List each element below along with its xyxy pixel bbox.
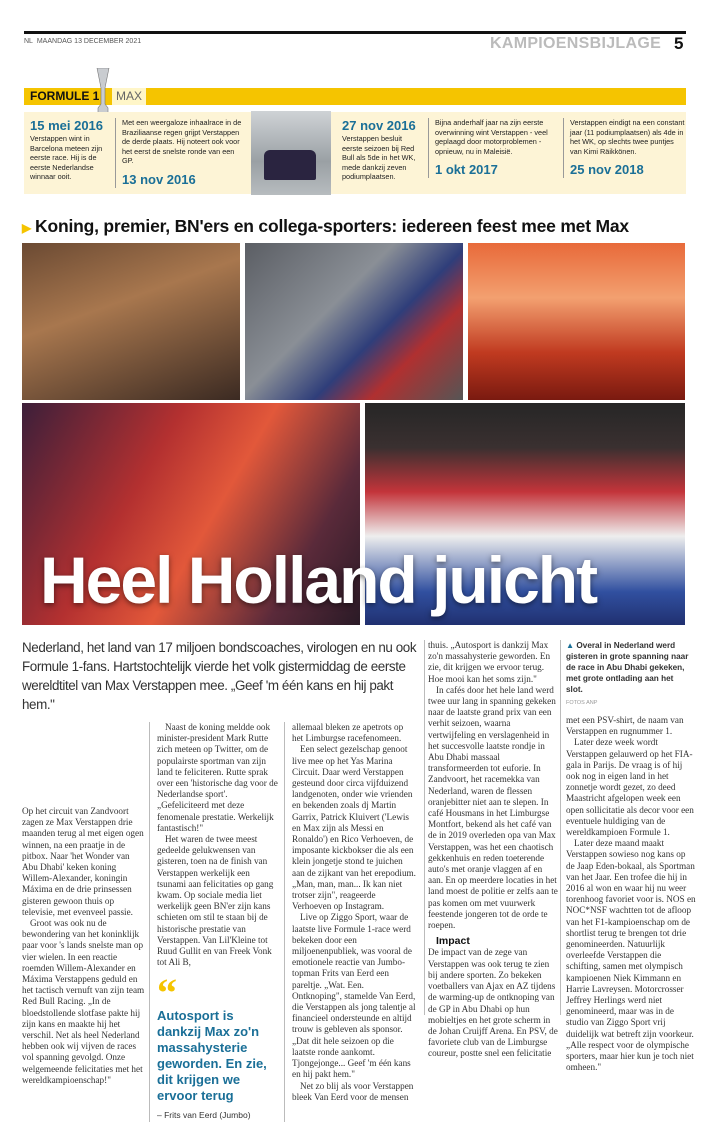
subhead: Impact [436,935,470,948]
timeline-item-3: 27 nov 2016 Verstappen besluit eerste seizoen bij Red Bull als 5de in het WK, mede dankzij zeven podiumplaatsen. [342,118,416,182]
kicker: ▶ Koning, premier, BN'ers en collega-sporters: iedereen feest mee met Max [22,216,629,236]
column-rule [424,640,425,1015]
arrow-icon: ▶ [22,221,32,235]
timeline-item-1: 15 mei 2016 Verstappen wint in Barcelona meteen zijn eerste race. Hij is de eerste Nederlandse winnaar ooit. [30,118,104,182]
body-column-2: Naast de koning meldde ook minister-president Mark Rutte zich meteen op Twitter, om de populairste sportman van zijn land te feliciteren. Rutte sprak over een 'historische dag voor de Nederlandse sport'. „Gefeliciteerd met deze fenomenale prestatie. Werkelijk fantastisch!" Het waren de twee meest gedeelde gelukwensen van gisteren, toen na de finish van Verstappen werkelijk een tsunami aan felicitaties op gang kwam. Op sociale media liet werkelijk geen BN'er zijn kans schieten om stil te staan bij de historische prestatie van Verstappen. Van Lil'Kleine tot Ruud Gullit en van Freek Vonk tot Ali B, “ Autosport is dankzij Max zo'n massahysterie geworden. En zie, dit krijgen we ervoor terug – Frits van Eerd (Jumbo) [157,722,285,1122]
photo-fans-fireworks [468,243,685,400]
page-number: 5 [674,34,684,53]
lead-paragraph: Nederland, het land van 17 miljoen bondscoaches, virologen en nu ook Formule 1-fans. Hartstochtelijk vierde het volk gistermiddag de eerste wereldtitel van Max Verstappen mee. „Geef 'm één kans en hij pakt hem." [22,640,417,712]
column-rule [560,640,561,1015]
timeline-item-5: Verstappen eindigt na een constant jaar (11 podiumplaatsen) als 4de in het WK, op slechts twee puntjes van Kimi Räikkönen. 25 nov 2018 [563,118,685,178]
timeline-item-2: Met een weergaloze inhaalrace in de Braziliaanse regen grijpt Verstappen de derde plaats. Hij noteert ook voor het eerst de snelste ronde van een GP. 13 nov 2016 [115,118,247,188]
triangle-up-icon: ▲ [566,641,577,650]
section-title: KAMPIOENSBIJLAGE [490,35,662,52]
band-label: FORMULE 1 [30,89,100,103]
body-column-4: thuis. „Autosport is dankzij Max zo'n massahysterie geworden. En zie, dit krijgen we ervoor terug. Hoe mooi kan het soms zijn." In cafés door het hele land werd twee uur lang in spanning gekeken naar de laatste grand prix van een verhit seizoen, waarna vertwijfeling en verslagenheid in het succesvolle laatste rondje in Abu Dhabi massaal transformeerden tot euforie. In Zandvoort, het racemekka van Nederland, waren de flessen oranjebitter niet aan te slepen. In café Housmans in het Limburgse Montfort, bekend als het café van de in 2019 overleden opa van Max Verstappen, was het een chaotisch gekkenhuis en reden toeterende auto's met oranje vlaggen af en aan. En op meerdere locaties in het land moest de politie er zelfs aan te pas komen om met vuurwerk feestende jongeren tot de orde te roepen. Impact De impact van de zege van Verstappen was ook terug te zien bij andere sporten. Zo bekeken voetballers van Ajax en AZ tijdens de warming-up de ontknoping van de GP in Abu Dhabi op hun mobieltjes en het grote scherm in de Johan Cruijff Arena. En PSV, de favoriete club van de Limburgse coureur, postte snel een felicitatie [428,640,558,1059]
top-rule [24,31,686,34]
photo-caption: ▲ Overal in Nederland werd gisteren in grote spanning naar de race in Abu Dhabi gekeken, met grote ontlading aan het slot. FOTOS ANP [566,640,691,709]
trophy-icon [96,68,110,118]
body-column-3: allemaal bleken ze apetrots op het Limburgse racefenomeen. Een select gezelschap genoot live mee op het Yas Marina Circuit. Daar werd Verstappen gesteund door circa vijfduizend landgenoten, onder wie vrienden en bekenden zoals dj Martin Garrix, Patrick Kluivert ('Lewis en Max zijn als Messi en Ronaldo') en Rico Verhoeven, de imposante kickbokser die als een klein jongetje stond te juichen aan de zijkant van het erepodium. „Man, man, man... Ik kan niet trotser zijn", reageerde Verhoeven op Instagram. Live op Ziggo Sport, waar de laatste live Formule 1-race werd bekeken door een miljoenenpubliek, was vooral de emotionele reactie van Jumbo-topman Frits van Eerd een pareltje. „Wat. Een. Ontknoping", stamelde Van Eerd, die Verstappen als jong talentje al financieel ondersteunde en altijd trouw is gebleven als sponsor. „Dat dit hele seizoen op die laatste ronde aankomt. Tjongejonge... Geef 'm één kans en hij pakt hem." Net zo blij als voor Verstappen bleek Van Eerd voor de mensen [292,722,416,1102]
dateline: NL MAANDAG 13 DECEMBER 2021 [24,38,142,45]
headline: Heel Holland juicht [40,543,597,617]
left-article-block [22,638,420,1122]
photo-car-with-flag [245,243,463,400]
quote-icon: “ [157,970,177,1016]
body-columns [22,722,420,1122]
timeline-item-4: Bijna anderhalf jaar na zijn eerste overwinning wint Verstappen - veel geplaagd door motorproblemen - opnieuw, nu in Maleisië. 1 okt 2017 [428,118,552,178]
band-tag: MAX [112,88,146,105]
body-column-1: Op het circuit van Zandvoort zagen ze Max Verstappen drie maanden terug al met eigen ogen winnen, na een praatje in de pitbox. Naar 'het Wonder van Abu Dhabi' keken koning Willem-Alexander, koningin Máxima en de drie prinsessen gisteren gewoon thuis op televisie, met evenveel passie. Groot was ook nu de bewondering van het koninklijk paar voor 's lands snelste man op vier wielen. In een reactie roemden Willem-Alexander en Máxima Verstappens geduld en het tactisch vernuft van zijn team Red Bull Racing. „In de bloedstollende slotfase pakte hij zijn kans en maakte hij het verschil. Net als heel Nederland hebben ook wij vijven de races vol spanning gevolgd. Onze welgemeende felicitaties met het wereldkampioenschap!" [22,722,150,1122]
pull-quote: “ Autosport is dankzij Max zo'n massahysterie geworden. En zie, dit krijgen we ervoor terug – Frits van Eerd (Jumbo) [157,978,280,1121]
photo-credit: FOTOS ANP [566,700,598,706]
body-column-5: met een PSV-shirt, de naam van Verstappen en rugnummer 1. Later deze week wordt Verstappen gelauwerd op het FIA-gala in Parijs. De vraag is of hij ook nog in eigen land in het zonnetje wordt gezet, zo deed Maastricht afgelopen week een open sollicitatie als decor voor een eventuele huldiging van de wereldkampioen Formule 1. Later deze maand maakt Verstappen sowieso nog kans op de Jaap Eden-bokaal, als Sportman van het Jaar. Een trofee die hij in 2016 al won en waar hij nu weer torenhoog favoriet voor is. NOS en NOC*NSF wachtten tot de afloop van het F1-kampioenschap om de shortlist terug te brengen tot drie genomineerden. Natuurlijk overleefde Verstappen die schifting, samen met olympisch kampioenen Niek Kimmann en Harrie Lavreysen. Motorcrosser Jeffrey Herlings werd niet genomineerd, maar was in de studio van Ziggo Sport vrij duidelijk wat betreft zijn voorkeur. „Alle respect voor de olympische sporters, maar hier kun je toch niet omheen." [566,715,696,1073]
photo-cafe-viewers [22,243,240,400]
race-car-shape [264,150,316,180]
